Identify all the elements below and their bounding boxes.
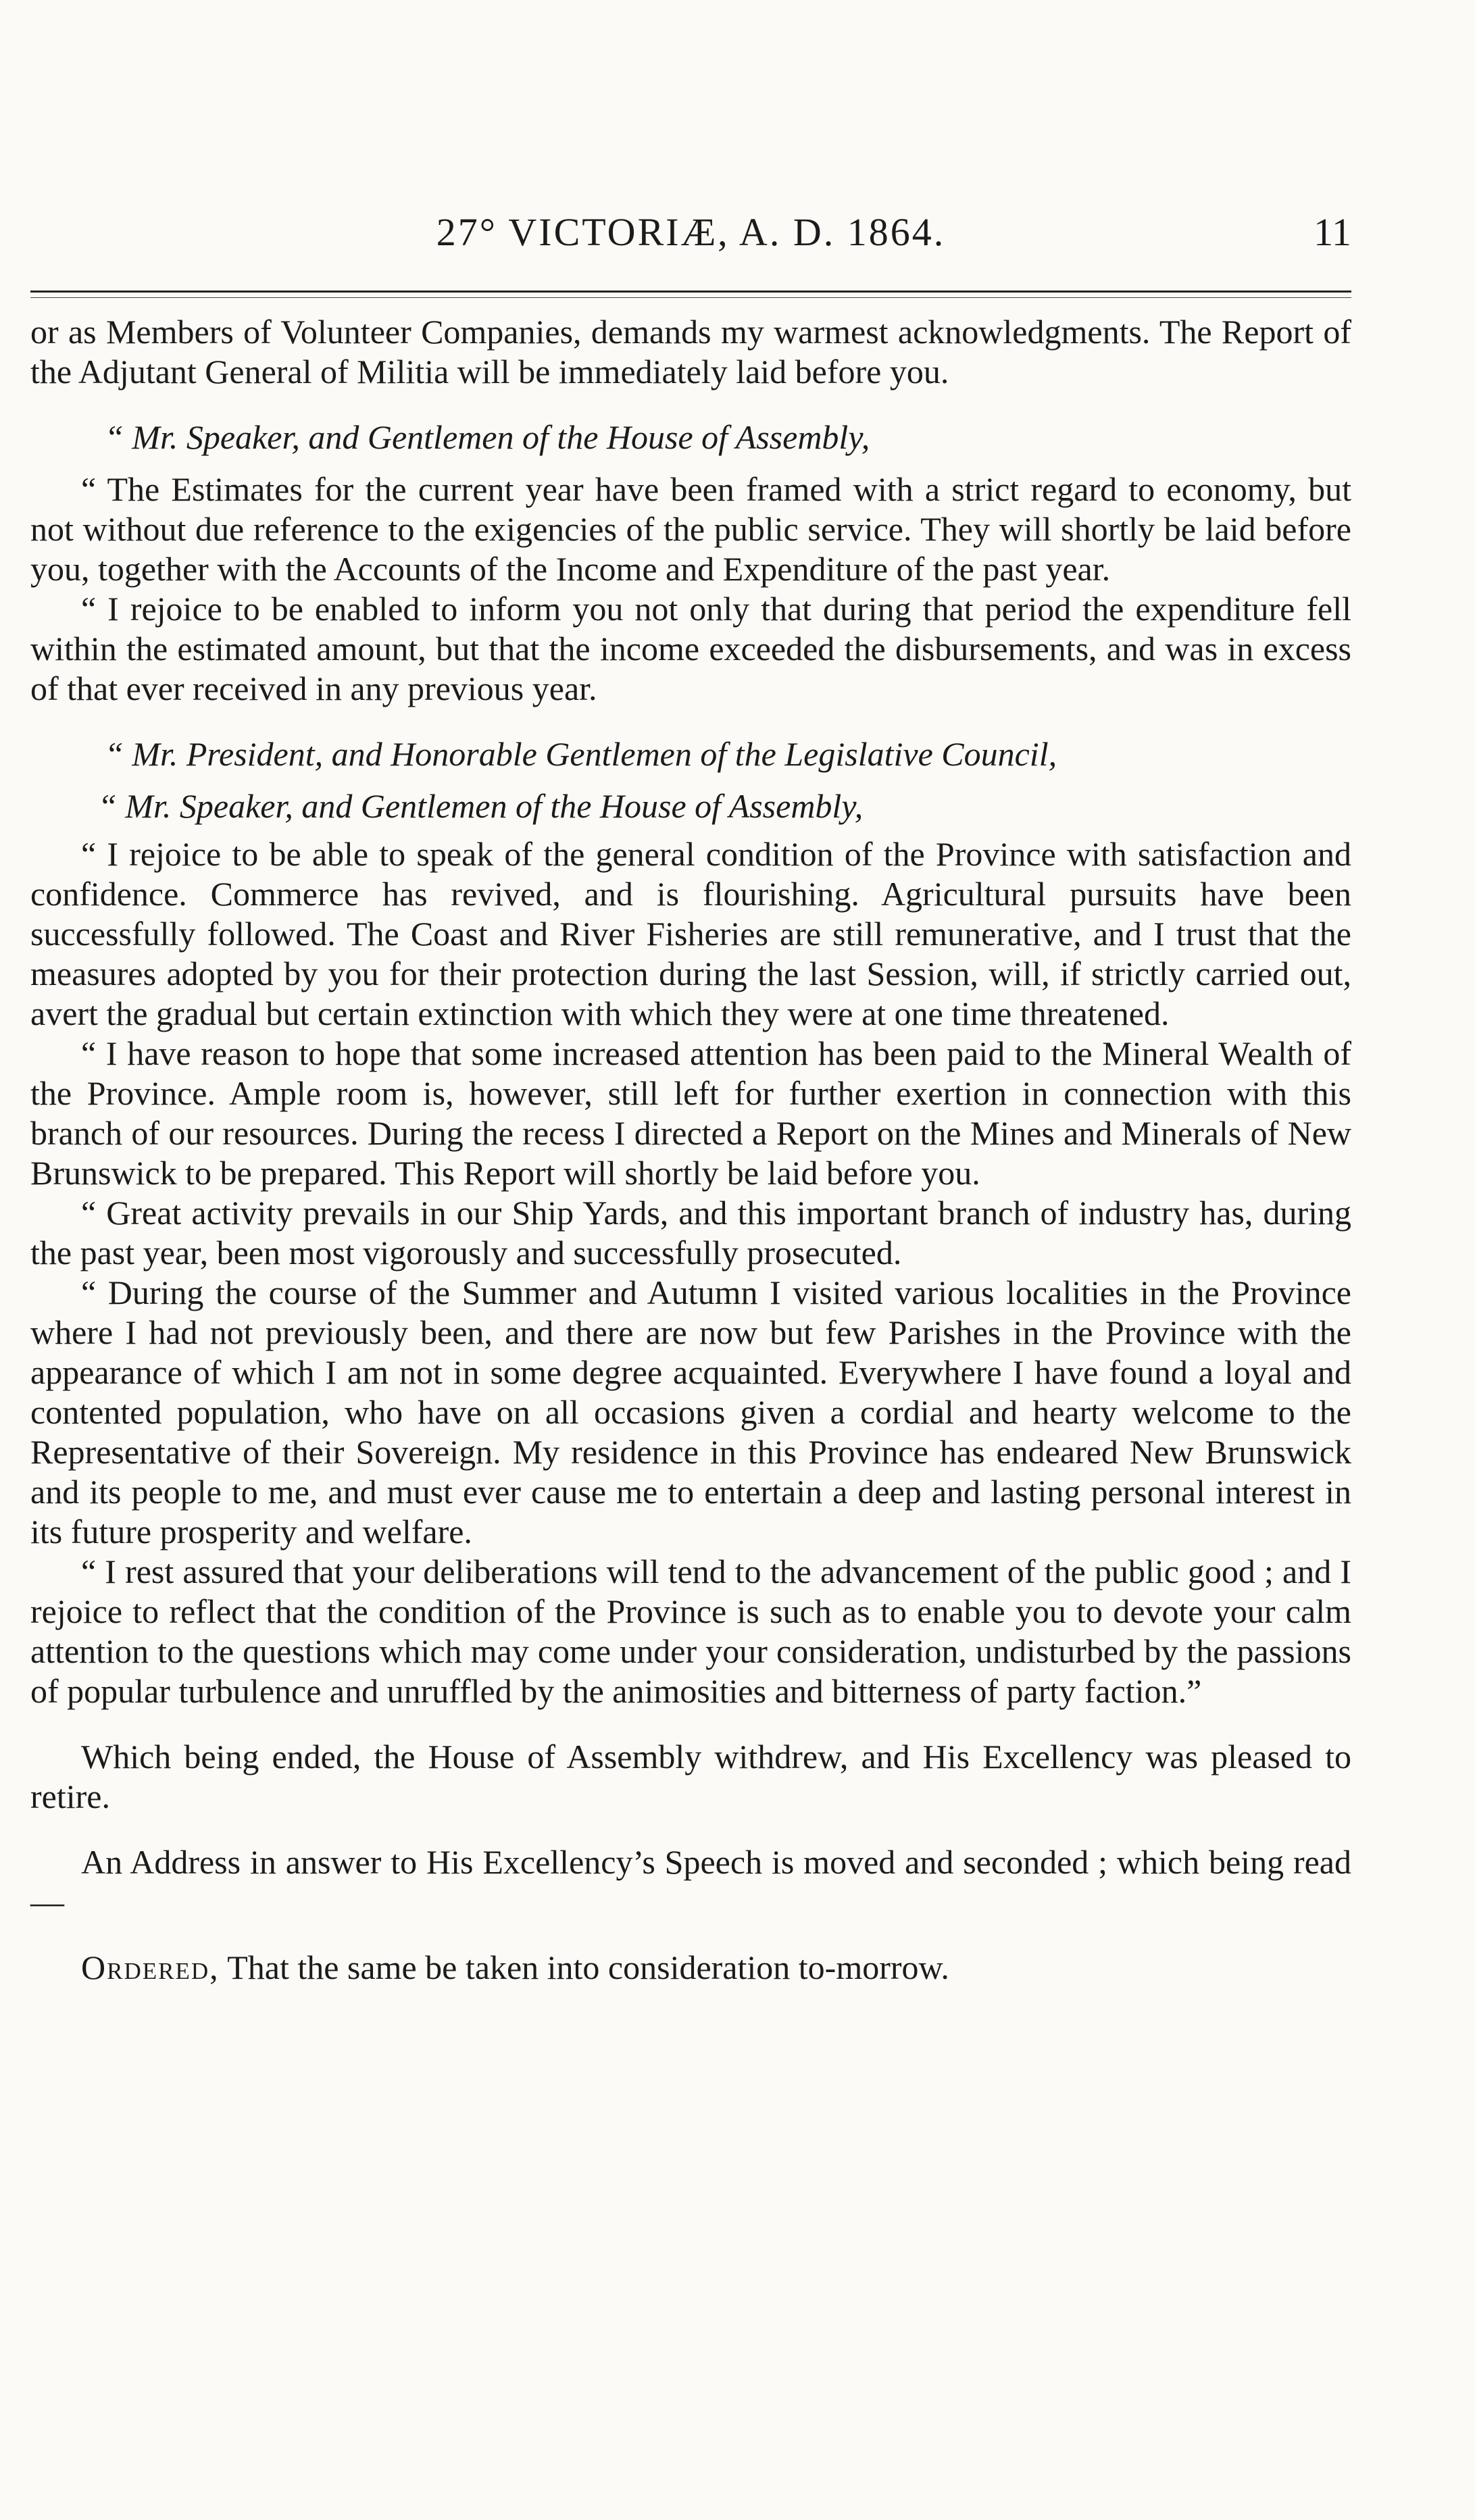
ordered-text: That the same be taken into consideration to-morrow. bbox=[227, 1948, 949, 1986]
address-speaker-assembly: “ Mr. Speaker, and Gentlemen of the House of Assembly, bbox=[105, 418, 870, 456]
paragraph-ship-yards: “ Great activity prevails in our Ship Yards, and this important branch of industry has, during the past year, been most vigorously and successfully prosecuted. bbox=[30, 1194, 1351, 1271]
paragraph-expenditure: “ I rejoice to be enabled to inform you not only that during that period the expenditure fell within the estimated amount, but that the income exceeded the disbursements, and was in excess of that ever received in any previous year. bbox=[30, 590, 1351, 707]
page-body bbox=[30, 312, 1351, 1988]
paragraph-assembly-withdrew: Which being ended, the House of Assembly withdrew, and His Excellency was pleased to retire. bbox=[30, 1738, 1351, 1815]
page-number: 11 bbox=[1314, 210, 1351, 254]
paragraph-volunteer-companies: or as Members of Volunteer Companies, demands my warmest acknowledgments. The Report of the Adjutant General of Militia will be immediately laid before you. bbox=[30, 313, 1351, 390]
paragraph-ordered bbox=[30, 1948, 1351, 1988]
paragraph-deliberations: “ I rest assured that your deliberations will tend to the advancement of the public good ; and I rejoice to reflect that the condition of the Province is such as to enable you to devote your calm attention to the questions which may come under your consideration, undisturbed by the passions of popular turbulence and unruffled by the animosities and bitterness of party faction.” bbox=[30, 1553, 1351, 1710]
address-president-council: “ Mr. President, and Honorable Gentlemen of the Legislative Council, bbox=[105, 735, 1057, 773]
header-rule-thin bbox=[30, 297, 1351, 298]
paragraph-address-moved: An Address in answer to His Excellency’s Speech is moved and seconded ; which being read— bbox=[30, 1843, 1351, 1921]
address-speaker-assembly-2: “ Mr. Speaker, and Gentlemen of the House of Assembly, bbox=[98, 787, 864, 825]
header-rule bbox=[30, 291, 1351, 293]
ordered-label: Ordered, bbox=[81, 1948, 220, 1986]
paragraph-visits: “ During the course of the Summer and Autumn I visited various localities in the Province where I had not previously been, and there are now but few Parishes in the Province with the appearance of which I am not in some degree acquainted. Everywhere I have found a loyal and contented population, who have on all occasions given a cordial and hearty welcome to the Representative of their Sovereign. My residence in this Province has endeared New Brunswick and its people to me, and must ever cause me to entertain a deep and lasting personal interest in its future prosperity and welfare. bbox=[30, 1274, 1351, 1551]
page-header bbox=[30, 209, 1351, 270]
running-title: 27° VICTORIÆ, A. D. 1864. bbox=[436, 210, 946, 254]
paragraph-mineral-wealth: “ I have reason to hope that some increased attention has been paid to the Mineral Wealth of the Province. Ample room is, however, still left for further exertion in connection with this branch of our resources. During the recess I directed a Report on the Mines and Minerals of New Brunswick to be prepared. This Report will shortly be laid before you. bbox=[30, 1034, 1351, 1192]
paragraph-province-condition: “ I rejoice to be able to speak of the general condition of the Province with satisfaction and confidence. Commerce has revived, and is flourishing. Agricultural pursuits have been successfully followed. The Coast and River Fisheries are still remunerative, and I trust that the measures adopted by you for their protection during the last Session, will, if strictly carried out, avert the gradual but certain extinction with which they were at one time threatened. bbox=[30, 835, 1351, 1032]
paragraph-estimates: “ The Estimates for the current year have been framed with a strict regard to economy, but not without due reference to the exigencies of the public service. They will shortly be laid before you, together with the Accounts of the Income and Expenditure of the past year. bbox=[30, 470, 1351, 588]
